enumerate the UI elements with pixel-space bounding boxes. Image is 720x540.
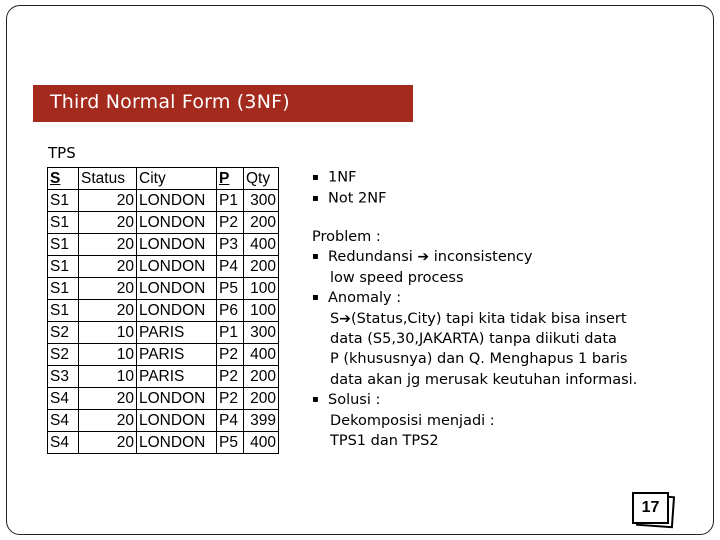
cell-s: S4 <box>48 388 79 410</box>
anomaly-label: Anomaly : <box>328 290 402 307</box>
cell-s: S1 <box>48 190 79 212</box>
cell-qty: 200 <box>244 366 279 388</box>
cell-city: LONDON <box>137 256 217 278</box>
cell-city: LONDON <box>137 432 217 454</box>
column-header-p: P <box>217 168 244 190</box>
notes-list <box>312 167 386 209</box>
cell-status: 10 <box>79 344 137 366</box>
table-row <box>48 190 279 212</box>
cell-city: LONDON <box>137 212 217 234</box>
cell-qty: 400 <box>244 344 279 366</box>
cell-s: S3 <box>48 366 79 388</box>
redundansi-continuation: low speed process <box>330 269 464 286</box>
anomaly-line-2: data (S5,30,JAKARTA) tanpa diikuti data <box>330 330 617 347</box>
solusi-item <box>312 390 637 410</box>
cell-s: S1 <box>48 278 79 300</box>
anomaly-line-4: data akan jg merusak keutuhan informasi. <box>330 371 638 388</box>
anomaly-line-1 <box>312 309 637 329</box>
cell-qty: 300 <box>244 190 279 212</box>
problem-section <box>312 227 637 451</box>
cell-p: P5 <box>217 432 244 454</box>
note-item <box>312 188 386 209</box>
page-number: 17 <box>632 492 669 524</box>
table-row <box>48 278 279 300</box>
anomaly-text-b: (Status,City) tapi kita tidak bisa insert <box>350 310 627 327</box>
square-bullet-icon: ▪ <box>312 172 319 183</box>
solusi-line-2: TPS1 dan TPS2 <box>330 432 439 449</box>
cell-city: LONDON <box>137 234 217 256</box>
cell-status: 20 <box>79 410 137 432</box>
note-item <box>312 167 386 188</box>
solusi-line-1: Dekomposisi menjadi : <box>330 412 495 429</box>
cell-status: 20 <box>79 432 137 454</box>
cell-qty: 200 <box>244 212 279 234</box>
cell-city: PARIS <box>137 366 217 388</box>
cell-status: 20 <box>79 234 137 256</box>
cell-p: P1 <box>217 322 244 344</box>
cell-qty: 400 <box>244 234 279 256</box>
cell-qty: 400 <box>244 432 279 454</box>
table-header-row <box>48 168 279 190</box>
table-body <box>48 190 279 454</box>
square-bullet-icon: ▪ <box>312 394 319 406</box>
cell-s: S4 <box>48 410 79 432</box>
page-number-badge <box>630 491 676 527</box>
column-header-status: Status <box>79 168 137 190</box>
redundansi-text-a: Redundansi <box>328 249 418 266</box>
table-row <box>48 410 279 432</box>
cell-city: LONDON <box>137 278 217 300</box>
anomaly-line-3: P (khususnya) dan Q. Menghapus 1 baris <box>330 351 628 368</box>
slide-title: Third Normal Form (3NF) <box>50 91 290 113</box>
redundansi-item <box>312 247 637 267</box>
right-arrow-icon: ➔ <box>339 310 351 327</box>
cell-city: PARIS <box>137 344 217 366</box>
cell-p: P4 <box>217 410 244 432</box>
cell-p: P4 <box>217 256 244 278</box>
cell-city: LONDON <box>137 388 217 410</box>
cell-qty: 100 <box>244 300 279 322</box>
cell-p: P3 <box>217 234 244 256</box>
cell-p: P5 <box>217 278 244 300</box>
square-bullet-icon: ▪ <box>312 292 319 304</box>
cell-status: 20 <box>79 278 137 300</box>
note-text: Not 2NF <box>328 190 387 207</box>
cell-status: 20 <box>79 190 137 212</box>
right-arrow-icon: ➔ <box>417 249 430 266</box>
cell-p: P1 <box>217 190 244 212</box>
redundansi-text-b: inconsistency <box>429 249 533 266</box>
cell-p: P2 <box>217 388 244 410</box>
anomaly-item <box>312 288 637 308</box>
table-row <box>48 432 279 454</box>
cell-status: 20 <box>79 388 137 410</box>
cell-qty: 300 <box>244 322 279 344</box>
solusi-label: Solusi : <box>328 392 381 409</box>
column-header-qty: Qty <box>244 168 279 190</box>
cell-p: P2 <box>217 366 244 388</box>
cell-status: 10 <box>79 366 137 388</box>
cell-qty: 200 <box>244 388 279 410</box>
cell-qty: 200 <box>244 256 279 278</box>
anomaly-text-a: S <box>330 310 340 327</box>
square-bullet-icon: ▪ <box>312 193 319 204</box>
relation-table <box>47 167 279 454</box>
table-row <box>48 212 279 234</box>
cell-s: S1 <box>48 234 79 256</box>
cell-status: 10 <box>79 322 137 344</box>
table-row <box>48 344 279 366</box>
cell-qty: 399 <box>244 410 279 432</box>
cell-qty: 100 <box>244 278 279 300</box>
table-row <box>48 322 279 344</box>
table-row <box>48 256 279 278</box>
table-row <box>48 388 279 410</box>
cell-s: S2 <box>48 344 79 366</box>
column-header-city: City <box>137 168 217 190</box>
cell-city: LONDON <box>137 410 217 432</box>
cell-city: PARIS <box>137 322 217 344</box>
cell-city: LONDON <box>137 190 217 212</box>
cell-p: P2 <box>217 212 244 234</box>
cell-s: S1 <box>48 300 79 322</box>
cell-p: P2 <box>217 344 244 366</box>
cell-status: 20 <box>79 300 137 322</box>
cell-s: S4 <box>48 432 79 454</box>
cell-s: S1 <box>48 256 79 278</box>
square-bullet-icon: ▪ <box>312 251 319 263</box>
table-row <box>48 234 279 256</box>
cell-s: S2 <box>48 322 79 344</box>
cell-status: 20 <box>79 212 137 234</box>
cell-status: 20 <box>79 256 137 278</box>
relation-name: TPS <box>48 144 76 162</box>
column-header-s: S <box>48 168 79 190</box>
cell-city: LONDON <box>137 300 217 322</box>
table-row <box>48 366 279 388</box>
table-row <box>48 300 279 322</box>
cell-s: S1 <box>48 212 79 234</box>
cell-p: P6 <box>217 300 244 322</box>
problem-heading: Problem : <box>312 229 381 245</box>
note-text: 1NF <box>328 169 357 186</box>
